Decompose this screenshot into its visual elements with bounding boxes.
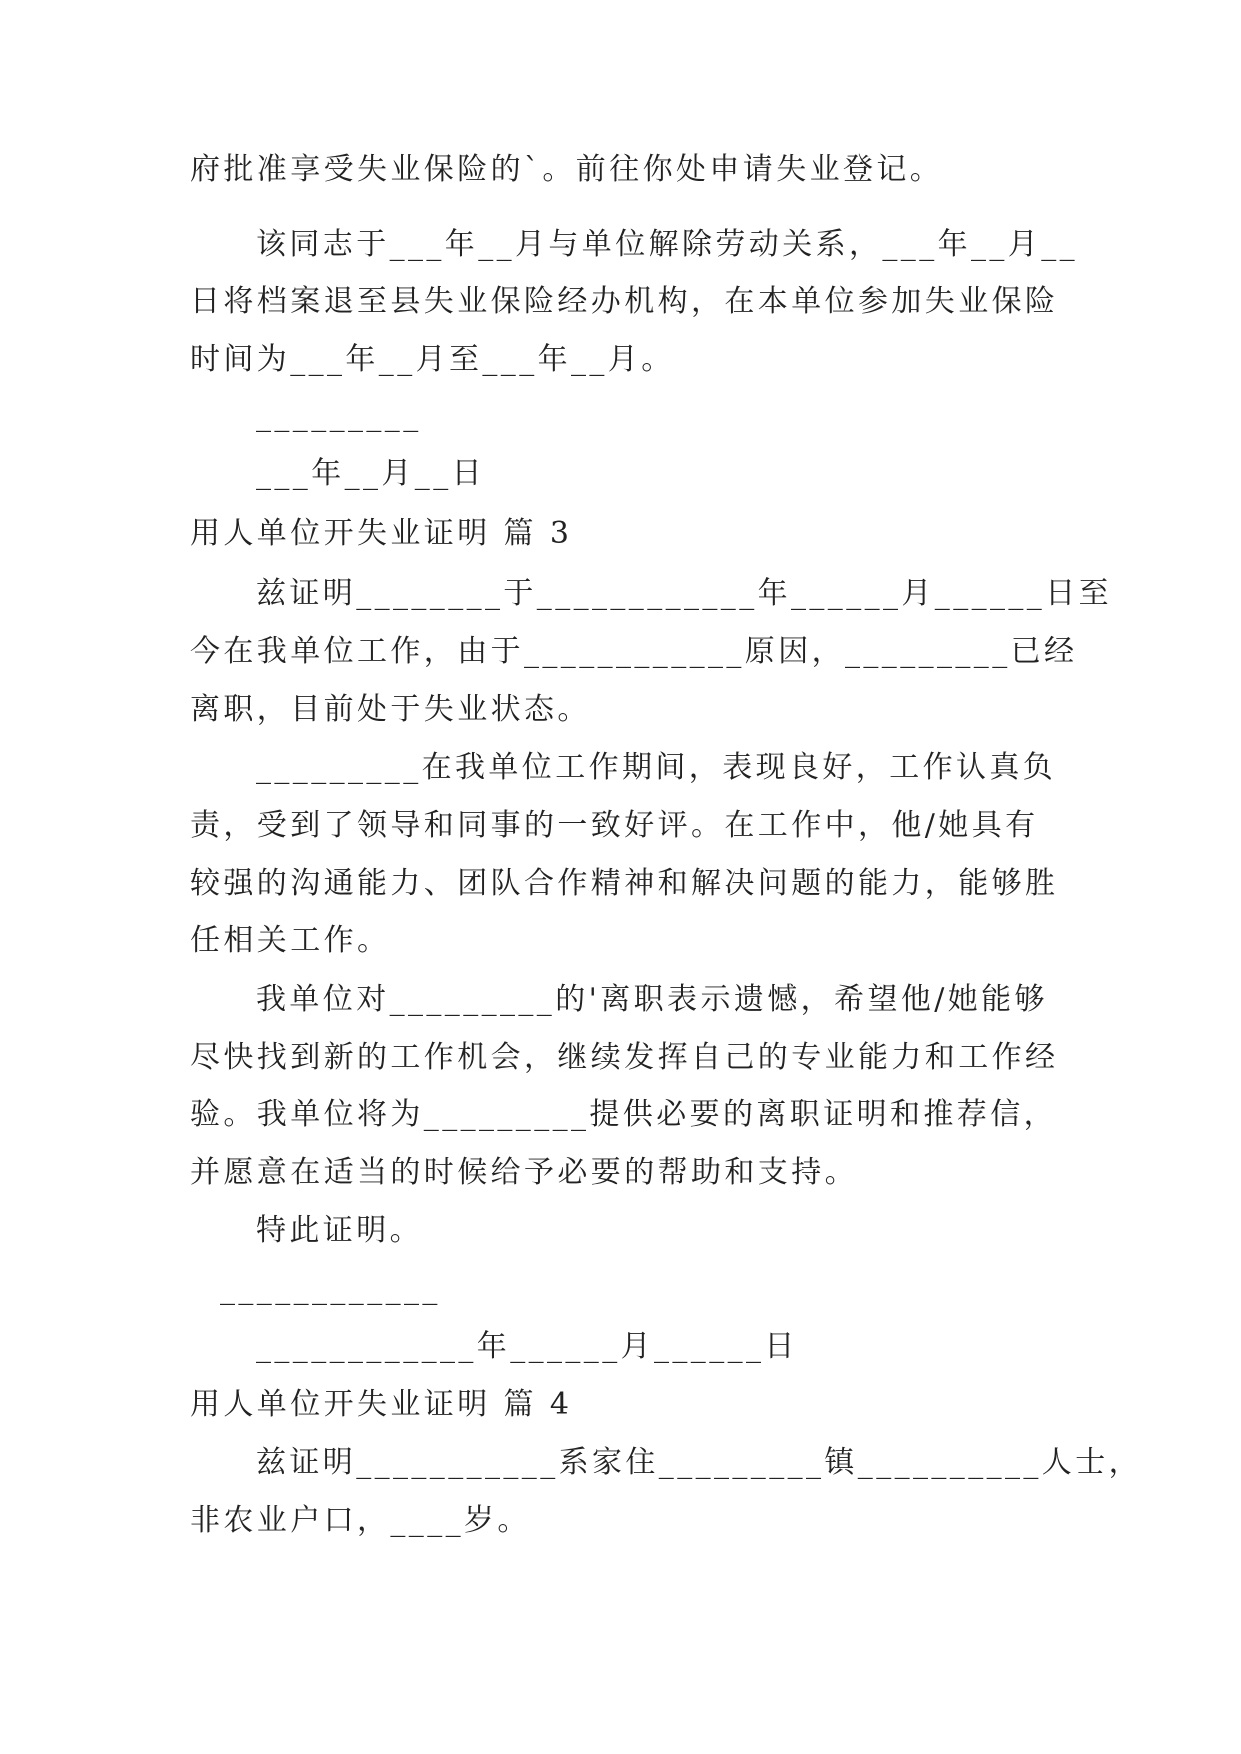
body-text-line: 兹证明___________系家住_________镇__________人士， [256, 1445, 1142, 1480]
body-text-line: 尽快找到新的工作机会，继续发挥自己的专业能力和工作经 [190, 1040, 1059, 1075]
date-line: ____________年______月______日 [256, 1329, 798, 1364]
body-text-line: 我单位对_________的'离职表示遗憾，希望他/她能够 [256, 982, 1048, 1017]
section-title: 用人单位开失业证明 篇 4 [190, 1387, 573, 1422]
section-title: 用人单位开失业证明 篇 3 [190, 516, 573, 551]
body-text-line: 日将档案退至县失业保险经办机构，在本单位参加失业保险 [190, 284, 1059, 319]
body-text-line: 今在我单位工作，由于____________原因，_________已经 [190, 634, 1078, 669]
body-text-line: 兹证明________于____________年______月______日至 [256, 576, 1112, 611]
body-text-line: 时间为___年__月至___年__月。 [190, 342, 675, 377]
body-text-line: _________在我单位工作期间，表现良好，工作认真负 [256, 750, 1057, 785]
signature-blank: _________ [256, 398, 422, 433]
body-text-line: 任相关工作。 [190, 923, 391, 958]
body-text-line: 特此证明。 [256, 1213, 423, 1248]
signature-blank: ____________ [220, 1271, 441, 1306]
body-text-line: 较强的沟通能力、团队合作精神和解决问题的能力，能够胜 [190, 866, 1059, 901]
body-text-line: 并愿意在适当的时候给予必要的帮助和支持。 [190, 1155, 858, 1190]
body-text-line: 责，受到了领导和同事的一致好评。在工作中，他/她具有 [190, 808, 1039, 843]
body-text-line: 非农业户口，____岁。 [190, 1503, 531, 1538]
date-line: ___年__月__日 [256, 456, 485, 491]
body-text-line: 该同志于___年__月与单位解除劳动关系，___年__月__ [256, 227, 1078, 262]
body-text-line: 离职，目前处于失业状态。 [190, 692, 591, 727]
body-text-line: 验。我单位将为_________提供必要的离职证明和推荐信， [190, 1097, 1057, 1132]
body-text-line: 府批准享受失业保险的`。前往你处申请失业登记。 [190, 152, 944, 187]
